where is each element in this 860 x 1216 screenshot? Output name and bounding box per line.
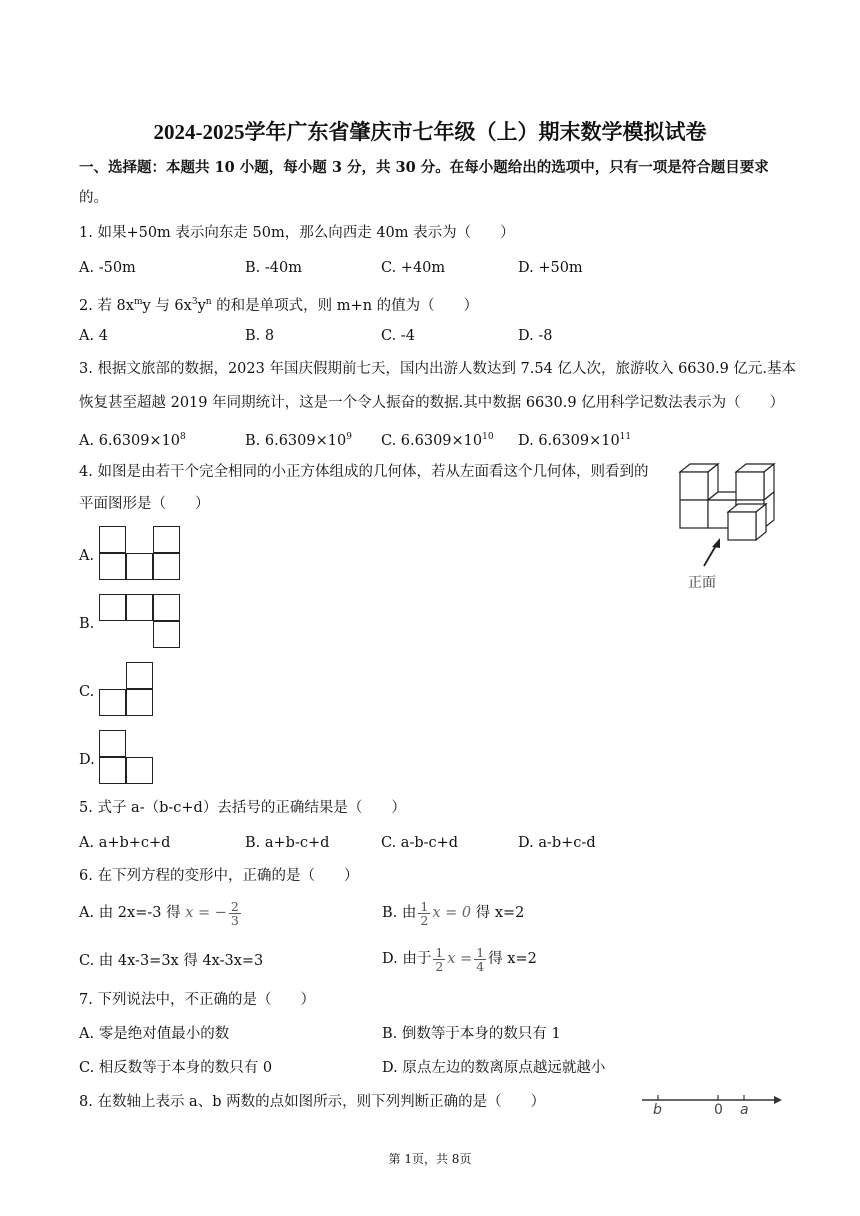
q3-option-c: C. $6.6309\times 10^{10}$ [381, 432, 494, 449]
q6-option-a: A. 由 2x=-3 得 x = − $\frac{2}{3}$ [79, 898, 239, 928]
q4-option-d-label: D. [79, 752, 95, 768]
q3-stem-line2: 恢复甚至超越 2019 年同期统计，这是一个令人振奋的数据.其中数据 6630.9 亿用科学记数法表示为（ ） [79, 395, 785, 411]
q4-stem-line2: 平面图形是（ ） [79, 496, 210, 512]
q7-option-c: C. 相反数等于本身的数只有 0 [79, 1060, 273, 1076]
q1-option-d: D. +50m [518, 260, 583, 276]
q4-option-c-label: C. [79, 684, 95, 700]
q7-option-b: B. 倒数等于本身的数只有 1 [382, 1026, 561, 1042]
q6-option-d: D. 由于 $\frac{1}{2}$ x = $\frac{1}{4}$ 得 x=2 [382, 944, 537, 974]
q4-option-a-label: A. [79, 548, 95, 564]
q2-option-a: A. 4 [79, 328, 108, 344]
q7-option-a: A. 零是绝对值最小的数 [79, 1026, 230, 1042]
q7-option-d: D. 原点左边的数离原点越远就越小 [382, 1060, 606, 1076]
q6-stem: 6. 在下列方程的变形中，正确的是（ ） [79, 868, 359, 884]
page-title: 2024-2025学年广东省肇庆市七年级（上）期末数学模拟试卷 [153, 120, 707, 144]
q3-stem-line1: 3. 根据文旅部的数据，2023 年国庆假期前七天，国内出游人数达到 7.54 亿人次，旅游收入 6630.9 亿元.基本 [79, 361, 797, 377]
page-footer: 第 1页，共 8页 [388, 1152, 472, 1166]
q4-front-label: 正面 [688, 575, 716, 591]
q3-option-a: A. $6.6309\times 10^8$ [79, 432, 186, 449]
q2-option-b: B. 8 [245, 328, 275, 344]
q5-option-d: D. a-b+c-d [518, 835, 596, 851]
q7-stem: 7. 下列说法中，不正确的是（ ） [79, 992, 315, 1008]
q1-stem: 1. 如果+50m 表示向东走 50m，那么向西走 40m 表示为（ ） [79, 225, 515, 241]
arrow-head [712, 538, 720, 548]
q5-option-c: C. a-b-c+d [381, 835, 459, 851]
q4-option-b-label: B. [79, 616, 95, 632]
q2-option-d: D. -8 [518, 328, 553, 344]
q6-option-c: C. 由 4x-3=3x 得 4x-3x=3 [79, 953, 264, 969]
q6-option-b: B. 由 $\frac{1}{2}$ x = 0 得 x=2 [382, 898, 525, 928]
q2-option-c: C. -4 [381, 328, 415, 344]
section-heading-line1: 一、选择题：本题共 10 小题，每小题 3 分，共 30 分。在每小题给出的选项中，只有一项是符合题目要求 [79, 159, 769, 176]
q8-axis-label-b: b [653, 1102, 662, 1118]
q1-option-c: C. +40m [381, 260, 446, 276]
q8-stem: 8. 在数轴上表示 a、b 两数的点如图所示，则下列判断正确的是（ ） [79, 1094, 546, 1110]
q5-option-b: B. a+b-c+d [245, 835, 330, 851]
q5-option-a: A. a+b+c+d [79, 835, 171, 851]
section-heading-line2: 的。 [79, 190, 108, 206]
q3-option-d: D. $6.6309\times 10^{11}$ [518, 432, 632, 449]
q1-option-b: B. -40m [245, 260, 302, 276]
q2-stem: 2. 若 $8x^my$ 与 $6x^3y^n$ 的和是单项式，则 m+n 的值为（ ） [79, 297, 479, 314]
q5-stem: 5. 式子 a-（b-c+d）去括号的正确结果是（ ） [79, 800, 406, 816]
q4-stem-line1: 4. 如图是由若干个完全相同的小正方体组成的几何体，若从左面看这个几何体，则看到的 [79, 464, 649, 480]
q3-option-b: B. $6.6309\times 10^9$ [245, 432, 352, 449]
q8-axis-label-a: a [740, 1102, 749, 1118]
q8-axis-label-0: 0 [714, 1102, 723, 1118]
q1-option-a: A. -50m [79, 260, 136, 276]
